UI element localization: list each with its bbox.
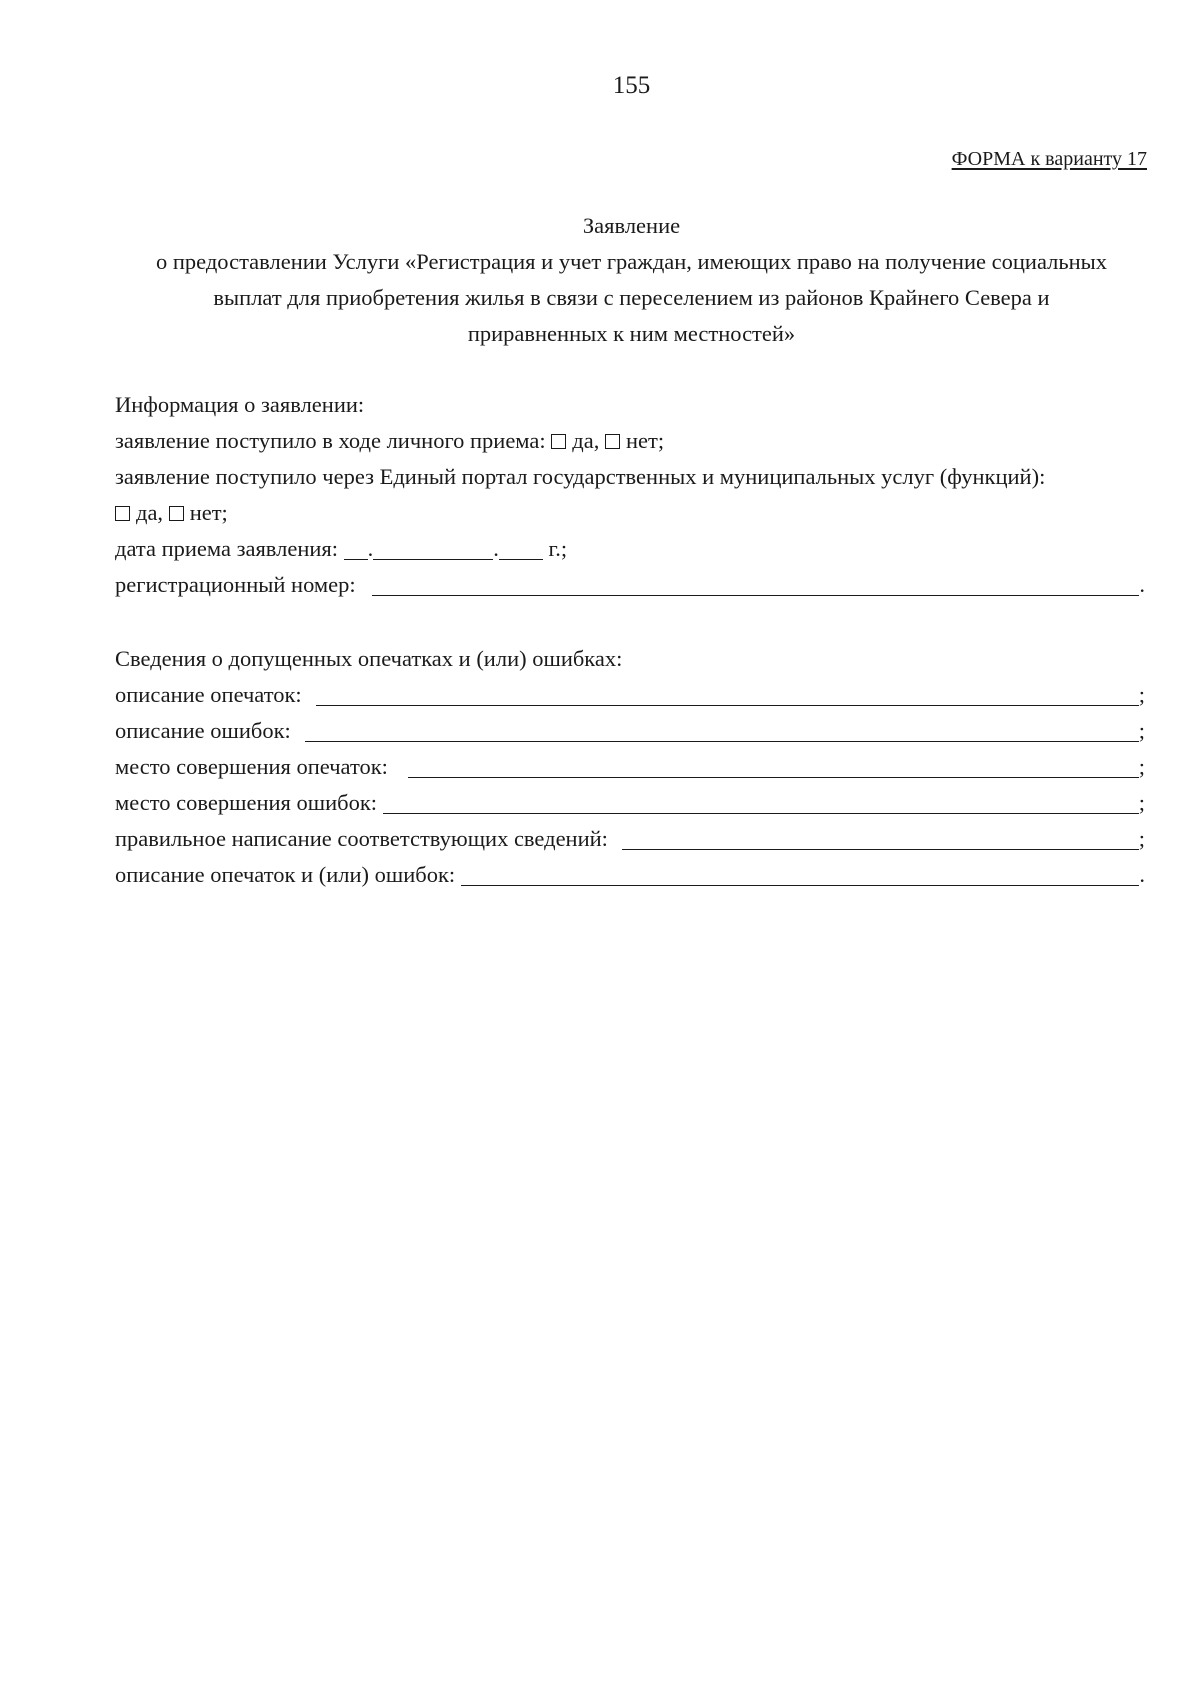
- registration-number-end: .: [1139, 572, 1145, 597]
- title-line-3: выплат для приобретения жилья в связи с переселением из районов Крайнего Севера и: [213, 285, 1050, 310]
- typo-description-end: ;: [1138, 682, 1145, 707]
- error-location-field[interactable]: [383, 791, 1139, 814]
- typos-errors-description-row: [115, 860, 1145, 890]
- personal-reception-row: [115, 426, 664, 456]
- registration-number-field[interactable]: [372, 573, 1140, 596]
- application-info-heading: Информация о заявлении:: [115, 392, 365, 417]
- typo-location-row: [115, 752, 1145, 782]
- portal-yes-label: да,: [136, 500, 164, 525]
- error-description-end: ;: [1138, 718, 1145, 743]
- title-line-1: Заявление: [582, 213, 681, 238]
- date-year-suffix: г.;: [548, 536, 568, 561]
- date-separator-1: .: [367, 536, 374, 561]
- personal-reception-label: заявление поступило в ходе личного приема:: [115, 428, 546, 453]
- personal-reception-yes-checkbox[interactable]: [551, 434, 566, 449]
- errors-info-heading: Сведения о допущенных опечатках и (или) ошибках:: [115, 646, 623, 671]
- personal-reception-no-checkbox[interactable]: [605, 434, 620, 449]
- form-reference: ФОРМА к варианту 17: [951, 148, 1147, 170]
- typo-location-label: место совершения опечаток:: [115, 754, 388, 779]
- document-title: [113, 208, 1150, 352]
- typo-description-row: [115, 680, 1145, 710]
- error-description-label: описание ошибок:: [115, 718, 291, 743]
- portal-no-checkbox[interactable]: [169, 506, 184, 521]
- correct-spelling-field[interactable]: [622, 827, 1139, 850]
- correct-spelling-end: ;: [1138, 826, 1145, 851]
- personal-reception-yes-label: да,: [572, 428, 600, 453]
- error-description-row: [115, 716, 1145, 746]
- typo-location-end: ;: [1138, 754, 1145, 779]
- date-separator-2: .: [493, 536, 499, 561]
- typo-description-field[interactable]: [316, 683, 1139, 706]
- date-year-field[interactable]: [499, 539, 543, 560]
- portal-yes-checkbox[interactable]: [115, 506, 130, 521]
- typos-errors-description-field[interactable]: [461, 863, 1139, 886]
- typo-location-field[interactable]: [408, 755, 1139, 778]
- portal-no-label: нет;: [189, 500, 228, 525]
- title-line-4: приравненных к ним местностей»: [467, 321, 796, 346]
- date-month-field[interactable]: [373, 539, 493, 560]
- portal-label: заявление поступило через Единый портал государственных и муниципальных услуг (функций):: [115, 464, 1046, 489]
- typos-errors-description-end: .: [1139, 862, 1145, 887]
- date-label: дата приема заявления:: [115, 536, 339, 561]
- typos-errors-description-label: описание опечаток и (или) ошибок:: [115, 862, 456, 887]
- page-number: 155: [612, 72, 651, 99]
- error-location-row: [115, 788, 1145, 818]
- typo-description-label: описание опечаток:: [115, 682, 302, 707]
- correct-spelling-label: правильное написание соответствующих сведений:: [115, 826, 608, 851]
- registration-number-row: [115, 570, 1145, 600]
- personal-reception-no-label: нет;: [625, 428, 665, 453]
- error-location-end: ;: [1138, 790, 1145, 815]
- title-line-2: о предоставлении Услуги «Регистрация и учет граждан, имеющих право на получение социальных: [155, 249, 1108, 274]
- date-row: [115, 534, 567, 564]
- registration-number-label: регистрационный номер:: [115, 572, 356, 597]
- correct-spelling-row: [115, 824, 1145, 854]
- error-description-field[interactable]: [305, 719, 1139, 742]
- portal-options-row: [115, 498, 228, 528]
- error-location-label: место совершения ошибок:: [115, 790, 378, 815]
- date-day-field[interactable]: [344, 539, 368, 560]
